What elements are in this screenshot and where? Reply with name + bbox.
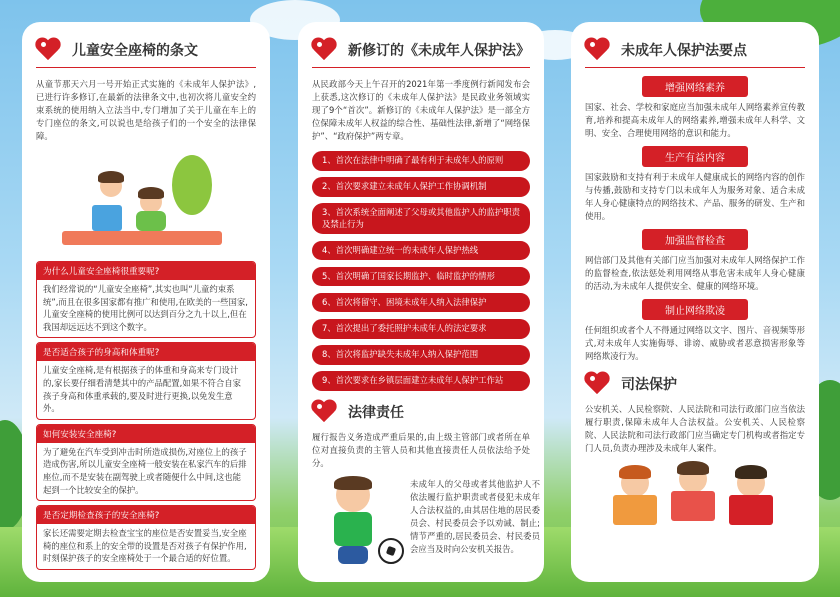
list-item: 7、首次提出了委托照护未成年人的法定要求 — [312, 319, 530, 339]
panel-car-seat — [22, 22, 270, 582]
heart-icon — [312, 38, 338, 62]
qa-answer: 我们经常说的“儿童安全座椅”,其实也叫“儿童约束系统”,而且在很多国家都有推广和使用,在欧美的一些国家,儿童安全座椅的使用比例可以达到百分之九十以上,但在我国却远远达不到这个数字。 — [43, 284, 248, 332]
qa-box — [36, 505, 256, 570]
header-divider — [585, 67, 805, 68]
book-image — [671, 491, 715, 521]
header-divider — [36, 67, 256, 68]
header-divider — [312, 67, 530, 68]
plant-decoration — [172, 155, 212, 215]
point-text: 网信部门及其他有关部门应当加强对未成年人网络保护工作的监督检查,依法惩处利用网络从事危害未成年人身心健康的活动,为未成年人提供安全、健康的网络环境。 — [585, 255, 805, 291]
point-tag: 制止网络欺凌 — [642, 299, 748, 320]
qa-box — [36, 261, 256, 338]
reading-kids-illustration — [571, 461, 819, 551]
section-header — [298, 397, 544, 427]
panel-protection-law — [298, 22, 544, 582]
judicial-text: 公安机关、人民检察院、人民法院和司法行政部门应当依法履行职责,保障未成年人合法权益。公安机关、人民检察院、人民法院和司法行政部门应当确定专门机构或者指定专门人员,负责办理涉及未成年人案件。 — [585, 404, 805, 453]
list-item: 6、首次将留守、困境未成年人纳入法律保护 — [312, 293, 530, 313]
qa-answer: 儿童安全座椅,是有根据孩子的体重和身高来专门设计的,家长要仔细看清楚其中的产品配置,如果不符合自家孩子身高和体重承载的,要及时进行更换,以免发生意外。 — [43, 365, 241, 414]
point-text: 国家鼓励和支持有利于未成年人健康成长的网络内容的创作与传播,鼓励和支持专门以未成年人为服务对象、适合未成年人身心健康特点的网络技术、产品、服务的研发、生产和使用。 — [585, 172, 805, 221]
qa-question: 为什么儿童安全座椅很重要呢? — [37, 262, 255, 280]
panel-key-points — [571, 22, 819, 582]
qa-box — [36, 342, 256, 419]
intro-paragraph: 从童节那天六月一号开始正式实施的《未成年人保护法》,已进行许多修订,在最新的法律条文中,也初次将儿童安全约束系统的使用纳入立法当中,专门增加了关于儿童在车上的专门座位的条文,可以说也是给孩子们的一个安全的法律保障。 — [36, 79, 256, 141]
section-title: 法律责任 — [348, 405, 404, 422]
heart-icon — [585, 372, 611, 396]
list-item: 2、首次要求建立未成年人保护工作协调机制 — [312, 177, 530, 197]
list-item: 4、首次明确建立统一的未成年人保护热线 — [312, 241, 530, 261]
heart-icon — [312, 400, 338, 424]
reading-kids-illustration — [22, 145, 270, 257]
list-item: 8、首次将监护缺失未成年人纳入保护范围 — [312, 345, 530, 365]
heart-icon — [585, 38, 611, 62]
section-title: 儿童安全座椅的条文 — [72, 43, 198, 59]
section-header — [298, 30, 544, 70]
list-item: 9、首次要求在乡镇层面建立未成年人保护工作站 — [312, 371, 530, 391]
list-item: 3、首次系统全面阐述了父母或其他监护人的监护职责及禁止行为 — [312, 203, 530, 234]
point-text: 国家、社会、学校和家庭应当加强未成年人网络素养宣传教育,培养和提高未成年人的网络素养,增强未成年人科学、文明、安全、合理使用网络的意识和能力。 — [585, 102, 805, 138]
football-kid-illustration — [312, 476, 412, 582]
law-paragraph: 履行报告义务造成严重后果的,由上级主管部门或者所在单位对直接负责的主管人员和其他直接责任人员依法给予处分。 — [312, 432, 530, 469]
qa-question: 是否适合孩子的身高和体重呢? — [37, 343, 255, 361]
qa-answer: 家长还需要定期去检查宝宝的座位是否安置妥当,安全座椅的座位和系上的安全带的设置是否对孩子有保护作用,时刻保护孩子的安全座椅处于一个最合适的好位置。 — [43, 528, 247, 564]
point-tag: 加强监督检查 — [642, 229, 748, 250]
list-item: 5、首次明确了国家长期监护、临时监护的情形 — [312, 267, 530, 287]
section-title: 新修订的《未成年人保护法》 — [348, 43, 530, 59]
law-block — [298, 470, 544, 582]
point-tag: 生产有益内容 — [642, 146, 748, 167]
section-header — [22, 30, 270, 70]
qa-box — [36, 424, 256, 501]
qa-question: 如何安装安全座椅? — [37, 425, 255, 443]
open-book-image — [62, 231, 222, 245]
law-paragraph: 未成年人的父母或者其他监护人不依法履行监护职责或者侵犯未成年人合法权益的,由其居住地的居民委员会、村民委员会予以劝诫、制止;情节严重的,居民委员会、村民委员会应当及时向公安机关报告。 — [410, 479, 540, 555]
football-icon — [378, 538, 404, 564]
section-header — [571, 30, 819, 70]
list-item: 1、首次在法律中明确了最有利于未成年人的原则 — [312, 151, 530, 171]
point-tag: 增强网络素养 — [642, 76, 748, 97]
book-image — [729, 495, 773, 525]
book-stack-image — [92, 205, 122, 231]
intro-paragraph: 从民政部今天上午召开的2021年第一季度例行新闻发布会上获悉,这次修订的《未成年人保护法》是民政业务领域实现了9个“首次”。新修订的《未成年人保护法》是一部全方位保障未成年人权益的综合性、基础性法律,新增了“网络保护”、“政府保护”两专章。 — [312, 79, 530, 141]
section-title: 司法保护 — [621, 377, 677, 393]
qa-answer: 为了避免在汽车受到冲击时所造成损伤,对座位上的孩子造成伤害,所以儿童安全座椅一般安装在私家汽车的后排座位,而不是安装在副驾驶上或者随便什么中间,这也能起到一个比较安全的保护。 — [43, 446, 247, 495]
book-image — [613, 495, 657, 525]
qa-question: 是否定期检查孩子的安全座椅? — [37, 506, 255, 524]
point-text: 任何组织或者个人不得通过网络以文字、图片、音视频等形式,对未成年人实施侮辱、诽谤、威胁或者恶意损害形象等网络欺凌行为。 — [585, 325, 805, 361]
section-header — [571, 369, 819, 399]
heart-icon — [36, 38, 62, 62]
section-title: 未成年人保护法要点 — [621, 43, 747, 59]
